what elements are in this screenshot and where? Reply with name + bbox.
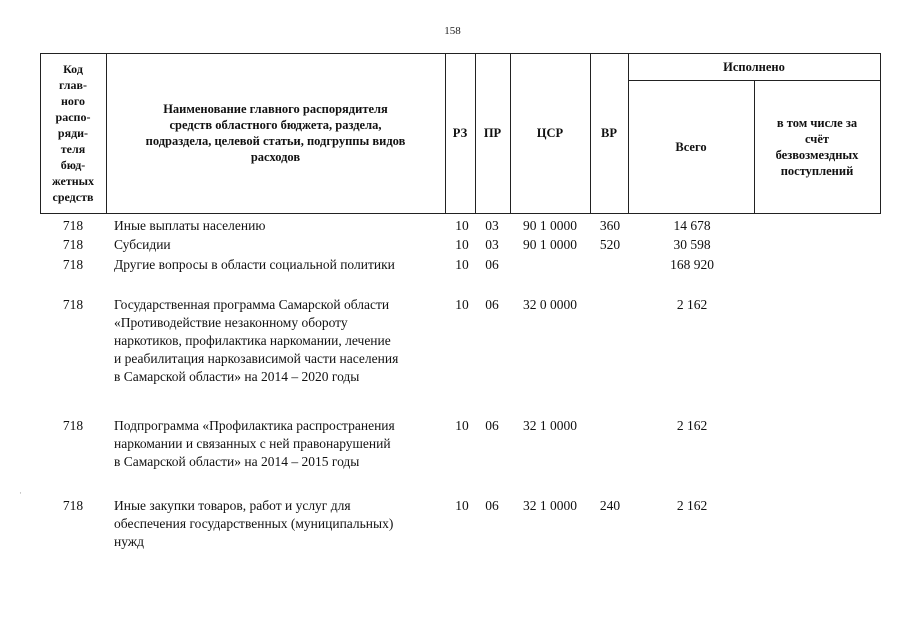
row-csr: 32 0 0000	[523, 297, 577, 312]
row-name: Другие вопросы в области социальной политики	[114, 257, 395, 272]
row-vr: 360	[599, 218, 621, 233]
header-total: Всего	[675, 139, 707, 154]
row-pr: 06	[485, 418, 499, 433]
scan-mark: ·	[19, 488, 22, 498]
row-rz: 10	[455, 237, 469, 252]
header-csr: ЦСР	[536, 126, 564, 140]
row-name: Иные выплаты населению	[114, 218, 266, 233]
row-name: Субсидии	[114, 237, 171, 252]
row-vr: 520	[599, 237, 621, 252]
row-csr: 90 1 0000	[523, 218, 577, 233]
header-executed: Исполнено	[723, 59, 785, 74]
row-name: Государственная программа Самарской области «Противодействие незаконному обороту наркотиков, профилактика наркомании, лечение и реабилитация наркозависимой части населения в Самарской области» на 2014 – 2020 годы	[114, 297, 399, 384]
row-pr: 03	[485, 218, 499, 233]
row-csr: 32 1 0000	[523, 418, 577, 433]
row-rz: 10	[455, 218, 469, 233]
row-pr: 03	[485, 237, 499, 252]
row-total: 30 598	[673, 237, 711, 252]
row-total: 2 162	[676, 418, 708, 433]
row-code: 718	[62, 418, 84, 433]
row-total: 2 162	[676, 297, 708, 312]
row-total: 2 162	[676, 498, 708, 513]
page-number: 158	[444, 25, 461, 37]
row-name: Иные закупки товаров, работ и услуг для обеспечения государственных (муниципальных) нужд	[114, 498, 394, 549]
row-rz: 10	[455, 257, 469, 272]
row-code: 718	[62, 297, 84, 312]
row-total: 168 920	[670, 257, 714, 272]
header-pr: ПР	[483, 126, 502, 140]
header-rz: РЗ	[452, 126, 468, 140]
header-name: Наименование главного распорядителя средств областного бюджета, раздела, подраздела, целевой статьи, подгруппы видов расходов	[145, 102, 406, 164]
row-csr: 90 1 0000	[523, 237, 577, 252]
row-pr: 06	[485, 297, 499, 312]
row-pr: 06	[485, 498, 499, 513]
row-rz: 10	[455, 297, 469, 312]
row-vr: 240	[599, 498, 621, 513]
header-code: Код глав- ного распо- ряди- теля бюд- жетных средств	[51, 62, 95, 204]
row-total: 14 678	[673, 218, 711, 233]
row-name: Подпрограмма «Профилактика распространения наркомании и связанных с ней правонарушений в Самарской области» на 2014 – 2015 годы	[114, 418, 395, 469]
row-code: 718	[62, 218, 84, 233]
table-header	[40, 53, 880, 213]
header-free: в том числе за счёт безвозмездных поступлений	[775, 115, 859, 178]
row-code: 718	[62, 498, 84, 513]
row-rz: 10	[455, 498, 469, 513]
row-pr: 06	[485, 257, 499, 272]
row-rz: 10	[455, 418, 469, 433]
header-vr: ВР	[601, 126, 617, 140]
row-code: 718	[62, 257, 84, 272]
row-csr: 32 1 0000	[523, 498, 577, 513]
row-code: 718	[62, 237, 84, 252]
